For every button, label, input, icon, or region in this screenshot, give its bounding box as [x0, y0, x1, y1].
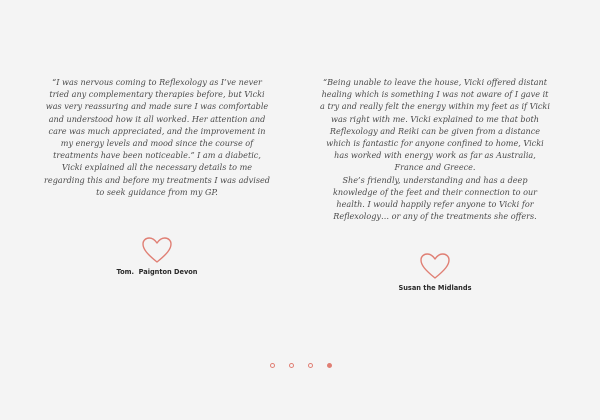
slider-dot-4[interactable] — [327, 363, 332, 368]
testimonial-author: Susan the Midlands — [398, 284, 472, 293]
testimonial-author: Tom. Paignton Devon — [116, 268, 198, 277]
heart-icon — [141, 236, 173, 264]
slider-dot-1[interactable] — [270, 363, 275, 368]
testimonial-quote — [42, 76, 272, 198]
slider-dot-2[interactable] — [289, 363, 294, 368]
heart-icon — [419, 252, 451, 280]
testimonial-quote — [320, 76, 550, 222]
quote-paragraph: “I was nervous coming to Reflexology as I’ve never tried any complementary therapies before, but Vicki was very reassuring and made sure I was comfortable and understood how it all worked. Her attention and care was much appreciated, and the improvement in my energy levels and mood since the course of treatments have been noticeable.” I am a diabetic, Vicki explained all the necessary details to me regarding this and before my treatments I was advised to seek guidance from my GP. — [44, 77, 270, 197]
testimonial-card — [42, 76, 272, 276]
testimonial-card — [320, 76, 550, 292]
slider-pagination — [270, 363, 332, 368]
slider-dot-3[interactable] — [308, 363, 313, 368]
quote-paragraph: She’s friendly, understanding and has a deep knowledge of the feet and their connection to our health. I would happily refer anyone to Vicki for Reflexology… or any of the treatments she offers. — [332, 174, 538, 222]
quote-paragraph: “Being unable to leave the house, Vicki offered distant healing which is something I was not aware of I gave it a try and really felt the energy within my feet as if Vicki was right with me. Vicki explained to me that both Reflexology and Reiki can be given from a distance which is fantastic for anyone confined to home, Vicki has worked with energy work as far as Australia, France and Greece. — [320, 77, 550, 173]
